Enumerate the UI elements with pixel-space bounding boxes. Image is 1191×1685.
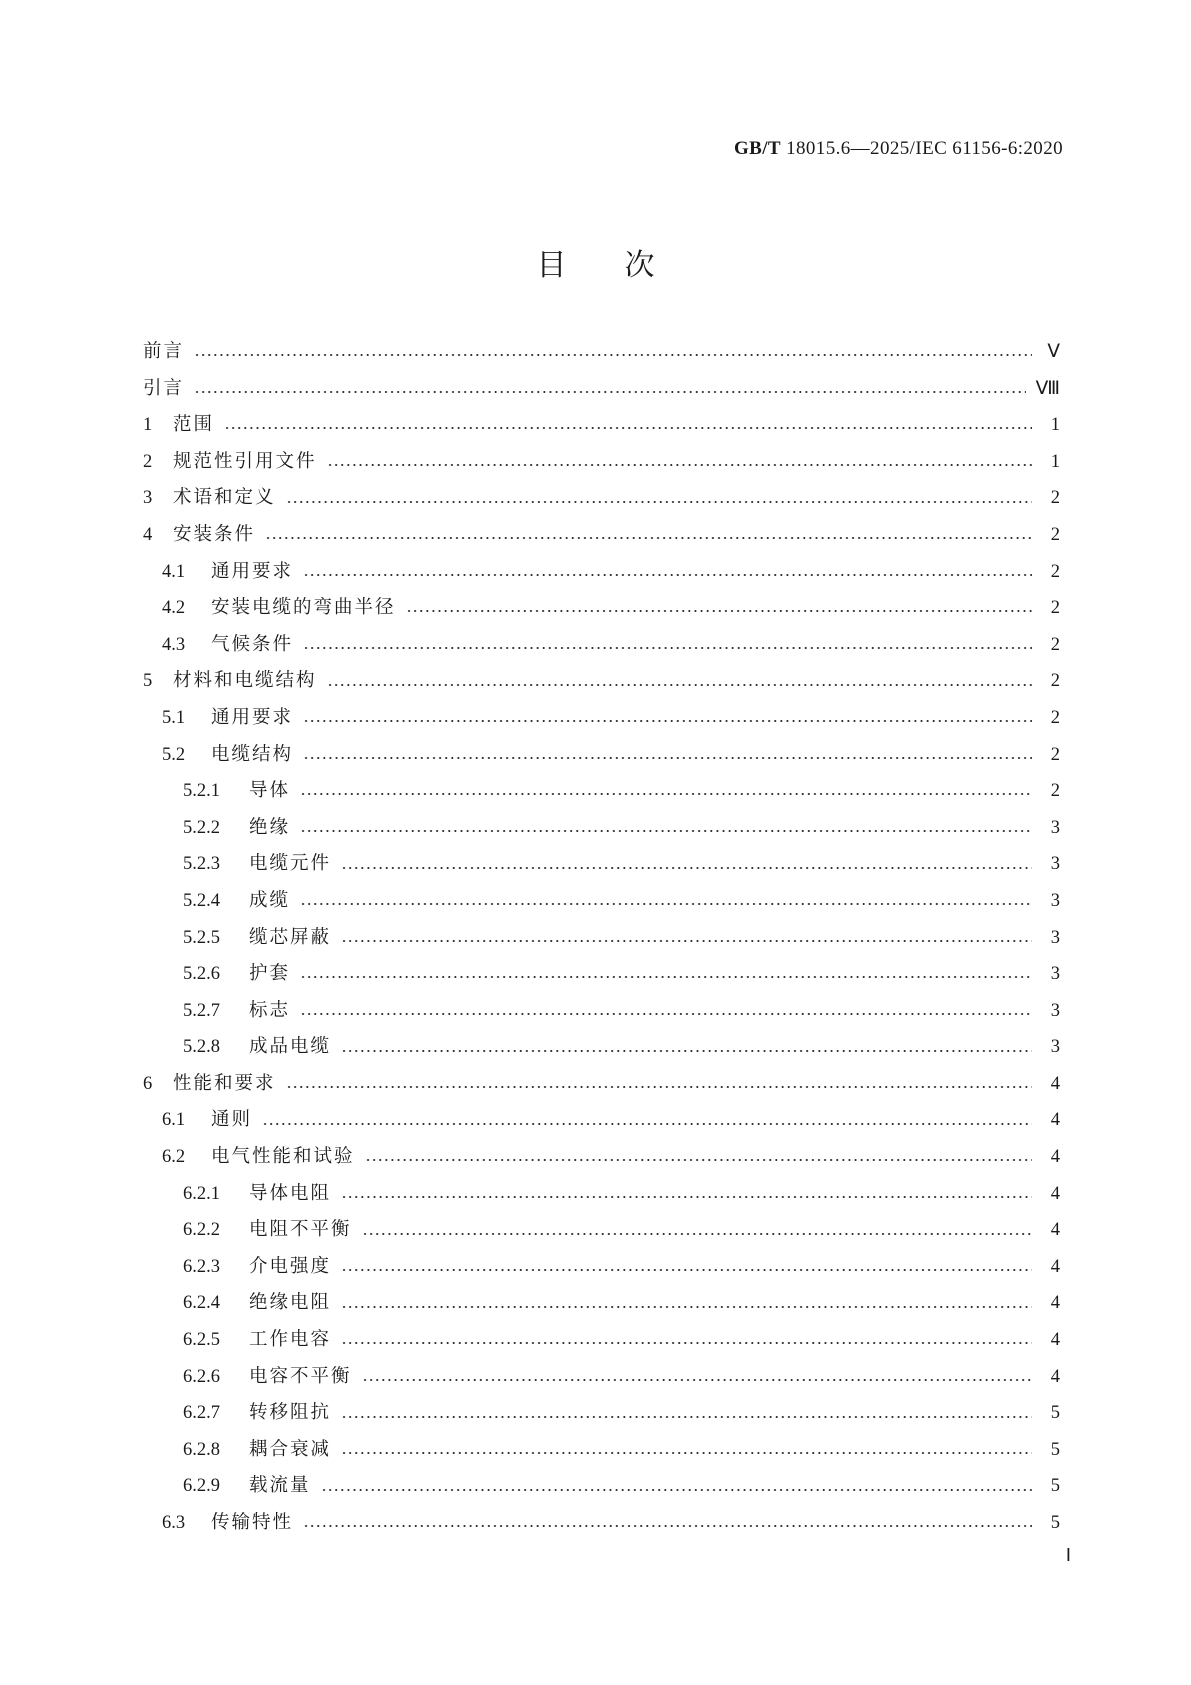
toc-entry-number: 5.2.1	[183, 781, 220, 802]
toc-entry-title: 气候条件	[211, 633, 294, 655]
toc-entry[interactable]	[143, 444, 1060, 481]
toc-entry-page: 5	[1050, 1513, 1060, 1533]
dot-leader	[300, 1013, 1032, 1015]
toc-entry-title: 标志	[249, 999, 291, 1021]
toc-entry-title: 电阻不平衡	[249, 1219, 352, 1241]
toc-entry-title: 安装电缆的弯曲半径	[211, 597, 396, 619]
toc-entry[interactable]	[143, 1359, 1060, 1396]
toc-entry-number: 1	[143, 415, 153, 436]
dot-leader	[406, 610, 1032, 612]
toc-entry-title: 耦合衰减	[249, 1438, 332, 1460]
dot-leader	[341, 1452, 1032, 1454]
dot-leader	[300, 903, 1032, 905]
toc-entry-title: 转移阻抗	[249, 1402, 332, 1424]
toc-entry-number: 6.2.9	[183, 1476, 220, 1497]
toc-entry-number: 5.2	[162, 744, 186, 765]
toc-entry[interactable]	[143, 554, 1060, 591]
toc-entry[interactable]	[143, 334, 1060, 371]
toc-entry-page: 3	[1050, 854, 1060, 875]
toc-entry-number: 5.2.8	[183, 1037, 220, 1058]
toc-entry[interactable]	[143, 1468, 1060, 1505]
toc-entry-title: 通则	[211, 1109, 253, 1131]
toc-entry[interactable]	[143, 371, 1060, 408]
dot-leader	[341, 1416, 1032, 1418]
toc-entry-title: 性能和要求	[173, 1072, 276, 1094]
toc-entry-number: 5.2.5	[183, 927, 220, 948]
toc-entry[interactable]	[143, 1432, 1060, 1469]
dot-leader	[362, 1233, 1032, 1235]
toc-entry-number: 5.2.2	[183, 817, 220, 838]
toc-entry-number: 5.2.7	[183, 1000, 220, 1021]
toc-entry-title: 工作电容	[249, 1329, 332, 1351]
toc-entry[interactable]	[143, 1176, 1060, 1213]
toc-entry[interactable]	[143, 993, 1060, 1030]
toc-entry[interactable]	[143, 1505, 1060, 1542]
toc-entry-page: 2	[1050, 598, 1060, 619]
dot-leader	[194, 354, 1032, 356]
toc-entry-number: 5.2.4	[183, 890, 220, 911]
toc-entry-page: 3	[1050, 817, 1060, 838]
toc-entry[interactable]	[143, 1066, 1060, 1103]
toc-entry[interactable]	[143, 627, 1060, 664]
toc-entry-title: 电缆结构	[211, 743, 294, 765]
dot-leader	[265, 537, 1032, 539]
toc-entry-number: 5.1	[162, 707, 186, 728]
toc-entry[interactable]	[143, 663, 1060, 700]
toc-entry-page: 4	[1050, 1293, 1060, 1314]
toc-entry[interactable]	[143, 773, 1060, 810]
dot-leader	[303, 574, 1032, 576]
toc-entry-page: 2	[1050, 707, 1060, 728]
toc-entry-page: 1	[1050, 415, 1060, 436]
toc-entry[interactable]	[143, 1395, 1060, 1432]
toc-entry-title: 通用要求	[211, 560, 294, 582]
toc-entry-title: 缆芯屏蔽	[249, 926, 332, 948]
toc-entry-title: 导体电阻	[249, 1182, 332, 1204]
toc-entry[interactable]	[143, 883, 1060, 920]
toc-entry-title: 载流量	[249, 1475, 311, 1497]
dot-leader	[303, 647, 1032, 649]
toc-entry-page: 5	[1050, 1439, 1060, 1460]
dot-leader	[341, 1269, 1032, 1271]
dot-leader	[327, 684, 1032, 686]
toc-entry-page: 3	[1050, 927, 1060, 948]
toc-entry-title: 通用要求	[211, 706, 294, 728]
dot-leader	[321, 1489, 1032, 1491]
toc-entry-number: 6.1	[162, 1110, 186, 1131]
toc-entry-title: 材料和电缆结构	[173, 670, 317, 692]
dot-leader	[341, 1050, 1032, 1052]
toc-entry[interactable]	[143, 737, 1060, 774]
toc-entry-page: 2	[1050, 488, 1060, 509]
dot-leader	[286, 1086, 1032, 1088]
toc-entry-title: 成缆	[249, 889, 291, 911]
dot-leader	[303, 757, 1032, 759]
toc-entry-title: 介电强度	[249, 1255, 332, 1277]
toc-entry-number: 6.2.4	[183, 1293, 220, 1314]
toc-entry-page: 2	[1050, 781, 1060, 802]
toc-entry-number: 6.2.8	[183, 1439, 220, 1460]
toc-entry-title: 传输特性	[211, 1512, 294, 1533]
toc-entry-page: 5	[1050, 1476, 1060, 1497]
dot-leader	[341, 1342, 1032, 1344]
toc-entry[interactable]	[143, 846, 1060, 883]
dot-leader	[365, 1159, 1032, 1161]
toc-entry-number: 6.2.7	[183, 1403, 220, 1424]
dot-leader	[362, 1379, 1032, 1381]
toc-entry-number: 4	[143, 524, 153, 545]
toc-entry-page: 2	[1050, 561, 1060, 582]
toc-entry[interactable]	[143, 1285, 1060, 1322]
toc-entry-number: 6	[143, 1073, 153, 1094]
toc-entry-page: 3	[1050, 964, 1060, 985]
table-of-contents	[143, 334, 1060, 1542]
dot-leader	[224, 427, 1032, 429]
toc-entry-title: 规范性引用文件	[173, 450, 317, 472]
toc-entry-number: 4.3	[162, 634, 186, 655]
toc-entry-title: 导体	[249, 780, 291, 802]
toc-entry-page: 5	[1050, 1403, 1060, 1424]
toc-entry-page: 4	[1050, 1183, 1060, 1204]
toc-entry-page: 3	[1050, 1000, 1060, 1021]
toc-entry-title: 电缆元件	[249, 853, 332, 875]
toc-entry-title: 护套	[249, 963, 291, 985]
toc-entry-page: 4	[1050, 1147, 1060, 1168]
toc-entry[interactable]	[143, 1102, 1060, 1139]
dot-leader	[262, 1123, 1032, 1125]
dot-leader	[300, 976, 1032, 978]
toc-entry[interactable]	[143, 1249, 1060, 1286]
toc-entry-number: 6.2.2	[183, 1220, 220, 1241]
toc-entry-title: 绝缘电阻	[249, 1292, 332, 1314]
footer-page-number: Ⅰ	[1065, 1545, 1071, 1565]
toc-entry-page: 2	[1050, 634, 1060, 655]
toc-entry-page: 3	[1050, 1037, 1060, 1058]
toc-entry-title: 成品电缆	[249, 1036, 332, 1058]
standard-number: 18015.6—2025/IEC 61156-6:2020	[786, 138, 1063, 159]
dot-leader	[194, 391, 1026, 393]
dot-leader	[303, 1525, 1032, 1527]
toc-entry[interactable]	[143, 920, 1060, 957]
dot-leader	[341, 867, 1032, 869]
toc-entry-page: Ⅷ	[1035, 378, 1060, 399]
toc-entry-title: 前言	[143, 341, 185, 362]
toc-entry-page: 4	[1050, 1256, 1060, 1277]
toc-entry-page: 4	[1050, 1110, 1060, 1131]
toc-entry-page: 3	[1050, 890, 1060, 911]
toc-entry-page: 4	[1050, 1220, 1060, 1241]
toc-entry-number: 3	[143, 488, 153, 509]
document-code	[734, 138, 1063, 160]
toc-entry-page: 2	[1050, 671, 1060, 692]
toc-entry-page: 2	[1050, 524, 1060, 545]
toc-entry-page: 2	[1050, 744, 1060, 765]
dot-leader	[300, 830, 1032, 832]
toc-entry-number: 6.2.3	[183, 1256, 220, 1277]
toc-entry-title: 范围	[173, 414, 215, 436]
toc-entry-page: 4	[1050, 1330, 1060, 1351]
toc-entry-title: 绝缘	[249, 816, 291, 838]
toc-entry[interactable]	[143, 956, 1060, 993]
toc-entry[interactable]	[143, 810, 1060, 847]
toc-entry-number: 6.2	[162, 1147, 186, 1168]
toc-entry[interactable]	[143, 1139, 1060, 1176]
toc-entry[interactable]	[143, 700, 1060, 737]
standard-prefix: GB/T	[733, 138, 781, 159]
toc-entry-number: 4.1	[162, 561, 186, 582]
toc-entry-number: 6.2.6	[183, 1366, 220, 1387]
toc-entry-number: 5.2.3	[183, 854, 220, 875]
toc-entry-page: Ⅴ	[1047, 342, 1060, 362]
dot-leader	[300, 793, 1032, 795]
toc-entry-page: 4	[1050, 1366, 1060, 1387]
toc-entry-title: 电容不平衡	[249, 1365, 352, 1387]
toc-entry[interactable]	[143, 407, 1060, 444]
toc-entry-number: 6.2.5	[183, 1330, 220, 1351]
toc-entry-number: 4.2	[162, 598, 186, 619]
toc-entry[interactable]	[143, 590, 1060, 627]
dot-leader	[341, 940, 1032, 942]
toc-entry-page: 1	[1050, 451, 1060, 472]
toc-entry-page: 4	[1050, 1073, 1060, 1094]
toc-entry[interactable]	[143, 517, 1060, 554]
toc-entry[interactable]	[143, 1212, 1060, 1249]
dot-leader	[286, 501, 1032, 503]
toc-entry-number: 2	[143, 451, 153, 472]
toc-entry-title: 引言	[143, 377, 185, 399]
toc-entry-title: 电气性能和试验	[211, 1146, 355, 1168]
toc-entry-number: 5	[143, 671, 153, 692]
toc-entry[interactable]	[143, 1322, 1060, 1359]
toc-entry-number: 6.3	[162, 1513, 186, 1533]
toc-entry-number: 6.2.1	[183, 1183, 220, 1204]
dot-leader	[341, 1196, 1032, 1198]
dot-leader	[303, 720, 1032, 722]
dot-leader	[327, 464, 1032, 466]
page-title: 目次	[536, 248, 713, 283]
toc-entry-title: 安装条件	[173, 523, 256, 545]
toc-entry[interactable]	[143, 1029, 1060, 1066]
toc-entry-title: 术语和定义	[173, 487, 276, 509]
toc-entry[interactable]	[143, 480, 1060, 517]
dot-leader	[341, 1306, 1032, 1308]
toc-entry-number: 5.2.6	[183, 964, 220, 985]
